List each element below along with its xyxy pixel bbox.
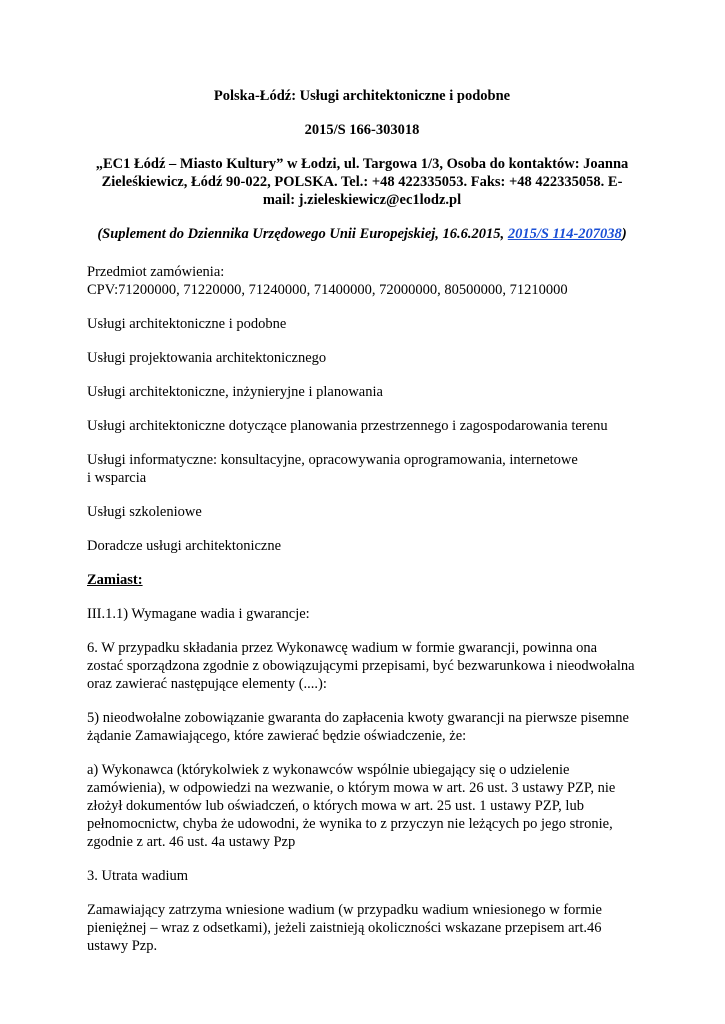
paragraph-line: pieniężnej – wraz z odsetkami), jeżeli zaistnieją okoliczności wskazane przepisem art.46 <box>87 920 602 936</box>
service-item: Usługi architektoniczne, inżynieryjne i planowania <box>87 384 383 400</box>
cpv-codes: CPV:71200000, 71220000, 71240000, 71400000, 72000000, 80500000, 71210000 <box>87 282 568 298</box>
service-item: Usługi szkoleniowe <box>87 504 202 520</box>
paragraph-line: pełnomocnictw, chyba że udowodni, że wynika to z przyczyn nie leżących po jego stronie, <box>87 816 613 832</box>
supplement-prefix: (Suplement do Dziennika Urzędowego Unii Europejskiej, 16.6.2015, <box>97 226 508 242</box>
service-item: Doradcze usługi architektoniczne <box>87 538 282 554</box>
document-title: Polska-Łódź: Usługi architektoniczne i podobne <box>213 88 511 104</box>
paragraph-a <box>87 761 637 851</box>
section-loss-of-deposit: 3. Utrata wadium <box>87 868 189 884</box>
paragraph-line: zgodnie z art. 46 ust. 4a ustawy Pzp <box>87 834 296 850</box>
section-guarantees: III.1.1) Wymagane wadia i gwarancje: <box>87 606 310 622</box>
paragraph-line: zamówienia), w odpowiedzi na wezwanie, o którym mowa w art. 26 ust. 3 ustawy PZP, nie <box>87 780 616 796</box>
subject-block <box>87 263 637 299</box>
paragraph-line: zostać sporządzona zgodnie z obowiązującymi przepisami, być bezwarunkowa i nieodwołalna <box>87 658 635 674</box>
contracting-authority <box>87 155 637 209</box>
paragraph-5 <box>87 709 637 745</box>
paragraph-line: 5) nieodwołalne zobowiązanie gwaranta do zapłacenia kwoty gwarancji na pierwsze pisemne <box>87 710 629 726</box>
supplement-suffix: ) <box>621 226 627 242</box>
document-page <box>87 87 637 955</box>
supplement-link[interactable]: 2015/S 114-207038 <box>507 226 622 242</box>
paragraph-retention <box>87 901 637 955</box>
service-line: i wsparcia <box>87 470 147 486</box>
paragraph-line: a) Wykonawca (którykolwiek z wykonawców wspólnie ubiegający się o udzielenie <box>87 762 570 778</box>
paragraph-line: oraz zawierać następujące elementy (....): <box>87 676 327 692</box>
subject-label: Przedmiot zamówienia: <box>87 264 225 280</box>
contracting-line-2: Zieleśkiewicz, Łódź 90-022, POLSKA. Tel.: +48 422335053. Faks: +48 422335058. E- <box>101 174 623 190</box>
document-number: 2015/S 166-303018 <box>304 122 420 138</box>
contracting-line-3: mail: j.zieleskiewicz@ec1lodz.pl <box>262 192 462 208</box>
paragraph-line: ustawy Pzp. <box>87 938 158 954</box>
paragraph-line: Zamawiający zatrzyma wniesione wadium (w przypadku wadium wniesionego w formie <box>87 902 602 918</box>
supplement-reference <box>87 225 637 243</box>
paragraph-line: złożył dokumentów lub oświadczeń, o których mowa w art. 25 ust. 1 ustawy PZP, lub <box>87 798 584 814</box>
paragraph-line: żądanie Zamawiającego, które zawierać będzie oświadczenie, że: <box>87 728 467 744</box>
zamiast-heading-block <box>87 571 637 589</box>
service-line: Usługi informatyczne: konsultacyjne, opracowywania oprogramowania, internetowe <box>87 452 578 468</box>
service-item: Usługi architektoniczne dotyczące planowania przestrzennego i zagospodarowania terenu <box>87 418 608 434</box>
service-item: Usługi architektoniczne i podobne <box>87 316 287 332</box>
service-item-multiline <box>87 451 637 487</box>
contracting-line-1: „EC1 Łódź – Miasto Kultury” w Łodzi, ul. Targowa 1/3, Osoba do kontaktów: Joanna <box>95 156 629 172</box>
zamiast-heading: Zamiast: <box>87 572 143 588</box>
service-item: Usługi projektowania architektonicznego <box>87 350 327 366</box>
paragraph-line: 6. W przypadku składania przez Wykonawcę wadium w formie gwarancji, powinna ona <box>87 640 598 656</box>
paragraph-6 <box>87 639 637 693</box>
